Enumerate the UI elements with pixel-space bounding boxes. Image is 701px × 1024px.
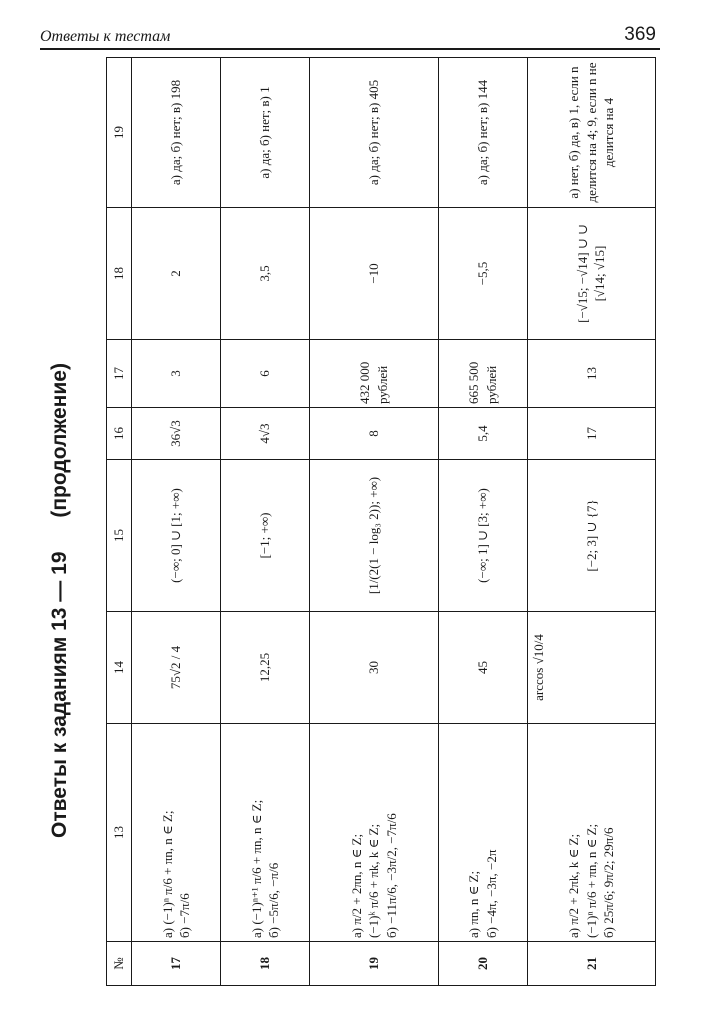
answer-19: а) да; б) нет; в) 198 [132, 58, 221, 208]
answer-14: arccos √10/4 [527, 612, 655, 724]
col-header-19: 19 [107, 58, 132, 208]
answer-19: а) нет, б) да, в) 1, если n делится на 4; 9, если n не делится на 4 [527, 58, 655, 208]
answer-13-line: (−1)ᵏ π/6 + πk, k ∈ Z; [366, 823, 382, 938]
table-row [527, 58, 655, 986]
col-header-18: 18 [107, 208, 132, 340]
answer-19: а) да; б) нет; в) 405 [310, 58, 438, 208]
answer-13-line: а) πn, n ∈ Z; [466, 870, 482, 938]
answer-13-line: а) π/2 + 2πn, n ∈ Z; [348, 833, 364, 938]
answer-13-line: (−1)ⁿ π/6 + πn, n ∈ Z; [583, 823, 599, 938]
answer-18: 3,5 [221, 208, 310, 340]
answer-18: −5,5 [438, 208, 527, 340]
answer-13-line: а) π/2 + 2πk, k ∈ Z; [566, 833, 582, 938]
col-header-number: № [107, 942, 132, 986]
answer-13-line: б) −11π/6, −3π/2, −7π/6 [383, 813, 399, 938]
answer-19: а) да; б) нет; в) 144 [438, 58, 527, 208]
table-row [438, 58, 527, 986]
answer-13-line: а) (−1)ⁿ π/6 + πn, n ∈ Z; [159, 810, 175, 938]
answer-16: 17 [527, 408, 655, 460]
answer-17: 665 500 рублей [438, 340, 527, 408]
header-row [107, 58, 132, 986]
answer-13-line: б) −7π/6 [177, 893, 193, 938]
answers-table [106, 57, 656, 986]
answer-18: −10 [310, 208, 438, 340]
answer-18: 2 [132, 208, 221, 340]
answer-17: 3 [132, 340, 221, 408]
answer-14: 12,25 [221, 612, 310, 724]
answer-13 [132, 724, 221, 942]
title-continuation: (продолжение) [48, 363, 71, 518]
variant-number: 19 [310, 942, 438, 986]
col-header-16: 16 [107, 408, 132, 460]
variant-number: 18 [221, 942, 310, 986]
answer-15: [−2; 3] ∪ {7} [527, 460, 655, 612]
answer-13 [310, 724, 438, 942]
answer-16: 4√3 [221, 408, 310, 460]
variant-number: 20 [438, 942, 527, 986]
answer-13 [221, 724, 310, 942]
table-row [221, 58, 310, 986]
answer-19: а) да; б) нет; в) 1 [221, 58, 310, 208]
answer-16: 36√3 [132, 408, 221, 460]
answer-15: [−1; +∞) [221, 460, 310, 612]
answer-13-line: а) (−1)ⁿ⁺¹ π/6 + πn, n ∈ Z; [248, 799, 264, 938]
answer-14: 75√2 / 4 [132, 612, 221, 724]
answer-18: [−√15; −√14] ∪ ∪ [√14; √15] [527, 208, 655, 340]
answer-17: 6 [221, 340, 310, 408]
page-number: 369 [624, 24, 656, 45]
table-row [310, 58, 438, 986]
answer-13 [527, 724, 655, 942]
answer-15: (−∞; 1] ∪ [3; +∞) [438, 460, 527, 612]
answer-15: (−∞; 0] ∪ [1; +∞) [132, 460, 221, 612]
page-header [40, 20, 660, 50]
answer-17: 13 [527, 340, 655, 408]
answer-13-line: б) −5π/6, −π/6 [266, 862, 282, 938]
variant-number: 21 [527, 942, 655, 986]
answer-16: 8 [310, 408, 438, 460]
answer-14: 30 [310, 612, 438, 724]
col-header-14: 14 [107, 612, 132, 724]
answer-17: 432 000 рублей [310, 340, 438, 408]
variant-number: 17 [132, 942, 221, 986]
col-header-13: 13 [107, 724, 132, 942]
header-rule [40, 48, 660, 50]
col-header-15: 15 [107, 460, 132, 612]
answer-14: 45 [438, 612, 527, 724]
title-main: Ответы к заданиям 13 — 19 [48, 551, 71, 838]
answer-13-line: б) −4π, −3π, −2π [483, 849, 499, 938]
section-title: Ответы к тестам [40, 28, 171, 45]
col-header-17: 17 [107, 340, 132, 408]
table-row [132, 58, 221, 986]
answer-13-line: б) 25π/6; 9π/2; 29π/6 [601, 827, 617, 938]
page-title [48, 338, 76, 838]
answers-table-wrap [106, 58, 656, 986]
answer-15: [1/(2(1 − log₃ 2)); +∞) [310, 460, 438, 612]
answer-16: 5,4 [438, 408, 527, 460]
answer-13 [438, 724, 527, 942]
